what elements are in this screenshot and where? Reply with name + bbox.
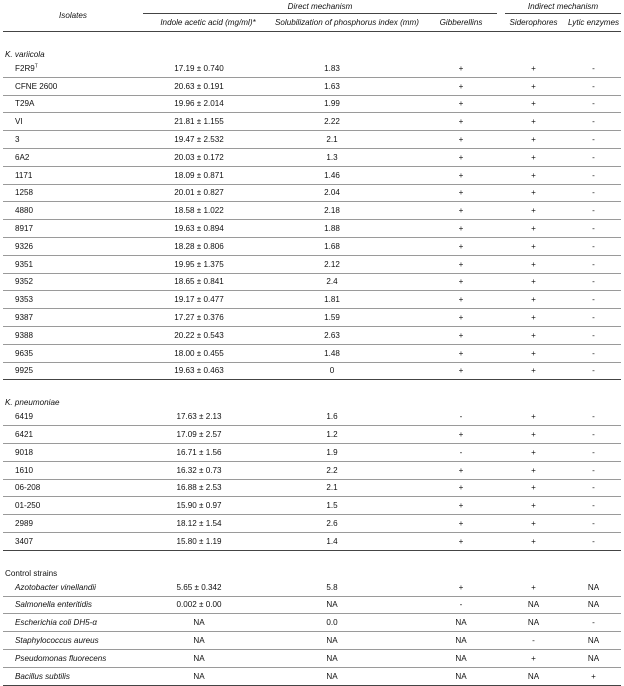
cell-psi: 0.0: [273, 614, 421, 632]
cell-isolate: [3, 362, 143, 380]
cell-siderophores: +: [501, 166, 566, 184]
cell-isolate: [3, 220, 143, 238]
cell-lytic-enzymes: -: [566, 77, 621, 95]
cell-psi: 1.3: [273, 148, 421, 166]
table-row: [3, 443, 621, 461]
cell-iaa: 19.63 ± 0.894: [143, 220, 273, 238]
isolate-name: Pseudomonas fluorecens: [15, 653, 107, 663]
table-row: [3, 362, 621, 380]
cell-gibberellins: +: [421, 148, 501, 166]
isolate-name: 6419: [15, 412, 34, 422]
table-row: [3, 255, 621, 273]
table-row: [3, 667, 621, 685]
table-row: [3, 579, 621, 596]
cell-lytic-enzymes: -: [566, 479, 621, 497]
isolate-name: 9635: [15, 348, 34, 358]
isolate-name: Azotobacter vinellandii: [15, 582, 96, 592]
cell-psi: 0: [273, 362, 421, 380]
cell-lytic-enzymes: -: [566, 131, 621, 149]
cell-isolate: [3, 579, 143, 596]
cell-psi: 1.2: [273, 426, 421, 444]
cell-lytic-enzymes: -: [566, 220, 621, 238]
cell-psi: 1.9: [273, 443, 421, 461]
isolate-name: 9387: [15, 313, 34, 323]
table-row: [3, 309, 621, 327]
cell-iaa: 15.90 ± 0.97: [143, 497, 273, 515]
cell-isolate: [3, 497, 143, 515]
table-row: [3, 166, 621, 184]
cell-isolate: [3, 273, 143, 291]
table-row: [3, 131, 621, 149]
cell-siderophores: +: [501, 113, 566, 131]
cell-gibberellins: +: [421, 326, 501, 344]
cell-isolate: [3, 113, 143, 131]
isolate-name: 4880: [15, 206, 34, 216]
cell-iaa: 19.63 ± 0.463: [143, 362, 273, 380]
section-spacer: [3, 380, 621, 389]
isolate-name: 6A2: [15, 152, 30, 162]
cell-iaa: 17.09 ± 2.57: [143, 426, 273, 444]
cell-iaa: 19.95 ± 1.375: [143, 255, 273, 273]
cell-iaa: NA: [143, 632, 273, 650]
cell-iaa: 0.002 ± 0.00: [143, 596, 273, 614]
cell-iaa: 16.88 ± 2.53: [143, 479, 273, 497]
cell-siderophores: NA: [501, 596, 566, 614]
table-row: [3, 148, 621, 166]
cell-iaa: 21.81 ± 1.155: [143, 113, 273, 131]
cell-gibberellins: +: [421, 60, 501, 77]
cell-lytic-enzymes: NA: [566, 632, 621, 650]
cell-lytic-enzymes: -: [566, 166, 621, 184]
cell-isolate: [3, 596, 143, 614]
cell-siderophores: +: [501, 461, 566, 479]
cell-siderophores: +: [501, 515, 566, 533]
cell-isolate: [3, 326, 143, 344]
cell-psi: 2.4: [273, 273, 421, 291]
cell-isolate: [3, 649, 143, 667]
cell-gibberellins: +: [421, 184, 501, 202]
cell-gibberellins: NA: [421, 614, 501, 632]
cell-gibberellins: +: [421, 532, 501, 550]
cell-isolate: [3, 408, 143, 425]
cell-gibberellins: +: [421, 479, 501, 497]
table-row: [3, 614, 621, 632]
table-row: [3, 220, 621, 238]
cell-isolate: [3, 131, 143, 149]
cell-isolate: [3, 184, 143, 202]
section-title: K. pneumoniae: [5, 398, 60, 408]
cell-gibberellins: +: [421, 426, 501, 444]
cell-siderophores: +: [501, 309, 566, 327]
isolate-name: CFNE 2600: [15, 81, 58, 91]
cell-lytic-enzymes: NA: [566, 649, 621, 667]
isolate-name: Escherichia coli DH5-α: [15, 618, 97, 628]
cell-isolate: [3, 632, 143, 650]
cell-psi: 1.5: [273, 497, 421, 515]
cell-isolate: [3, 237, 143, 255]
table-row: [3, 596, 621, 614]
cell-isolate: [3, 166, 143, 184]
cell-siderophores: +: [501, 497, 566, 515]
cell-siderophores: +: [501, 326, 566, 344]
cell-lytic-enzymes: -: [566, 273, 621, 291]
cell-iaa: 20.63 ± 0.191: [143, 77, 273, 95]
isolate-name: F2R9: [15, 63, 35, 73]
cell-siderophores: -: [501, 632, 566, 650]
table-row: [3, 113, 621, 131]
cell-siderophores: +: [501, 579, 566, 596]
cell-siderophores: +: [501, 344, 566, 362]
cell-psi: NA: [273, 649, 421, 667]
cell-isolate: [3, 255, 143, 273]
cell-psi: 2.04: [273, 184, 421, 202]
cell-siderophores: NA: [501, 667, 566, 685]
isolate-name: 9353: [15, 295, 34, 305]
table-row: [3, 479, 621, 497]
isolate-name: Salmonella enteritidis: [15, 600, 92, 610]
section-title: K. variicola: [5, 50, 45, 59]
header-group-row: [3, 0, 621, 14]
header-gibberellins: Gibberellins: [439, 18, 483, 27]
isolate-superscript: T: [34, 63, 38, 70]
cell-isolate: [3, 443, 143, 461]
cell-psi: NA: [273, 632, 421, 650]
cell-isolate: [3, 291, 143, 309]
cell-psi: NA: [273, 596, 421, 614]
cell-psi: 2.18: [273, 202, 421, 220]
cell-iaa: 19.96 ± 2.014: [143, 95, 273, 113]
cell-gibberellins: NA: [421, 649, 501, 667]
table-row: [3, 77, 621, 95]
cell-isolate: [3, 515, 143, 533]
table-row: [3, 237, 621, 255]
cell-siderophores: +: [501, 131, 566, 149]
section-title-row: [3, 559, 621, 579]
cell-lytic-enzymes: -: [566, 461, 621, 479]
cell-iaa: 5.65 ± 0.342: [143, 579, 273, 596]
cell-lytic-enzymes: -: [566, 237, 621, 255]
isolate-name: 6421: [15, 430, 34, 440]
table-row: [3, 273, 621, 291]
cell-iaa: 16.32 ± 0.73: [143, 461, 273, 479]
cell-siderophores: +: [501, 237, 566, 255]
isolate-name: 06-208: [15, 483, 41, 493]
table-row: [3, 95, 621, 113]
cell-siderophores: +: [501, 479, 566, 497]
table-row: [3, 649, 621, 667]
section-title-row: [3, 40, 621, 60]
cell-siderophores: NA: [501, 614, 566, 632]
cell-psi: 2.6: [273, 515, 421, 533]
results-table: [3, 0, 621, 686]
isolate-name: Bacillus subtilis: [15, 671, 70, 681]
cell-psi: 1.81: [273, 291, 421, 309]
cell-siderophores: +: [501, 95, 566, 113]
cell-iaa: 18.09 ± 0.871: [143, 166, 273, 184]
cell-siderophores: +: [501, 273, 566, 291]
cell-iaa: 18.28 ± 0.806: [143, 237, 273, 255]
cell-gibberellins: +: [421, 237, 501, 255]
isolate-name: 01-250: [15, 501, 41, 511]
cell-siderophores: +: [501, 649, 566, 667]
cell-lytic-enzymes: -: [566, 95, 621, 113]
cell-psi: 2.63: [273, 326, 421, 344]
isolate-name: 9352: [15, 277, 34, 287]
cell-gibberellins: +: [421, 131, 501, 149]
cell-gibberellins: +: [421, 461, 501, 479]
table-row: [3, 184, 621, 202]
header-isolates: Isolates: [3, 0, 143, 32]
table-body: [3, 32, 621, 686]
cell-lytic-enzymes: -: [566, 614, 621, 632]
cell-isolate: [3, 309, 143, 327]
cell-lytic-enzymes: -: [566, 426, 621, 444]
cell-siderophores: +: [501, 426, 566, 444]
cell-isolate: [3, 148, 143, 166]
cell-psi: 1.99: [273, 95, 421, 113]
cell-iaa: 17.19 ± 0.740: [143, 60, 273, 77]
cell-gibberellins: +: [421, 202, 501, 220]
isolate-name: 3: [15, 135, 20, 145]
cell-lytic-enzymes: -: [566, 326, 621, 344]
section-title-row: [3, 388, 621, 408]
isolate-name: 1610: [15, 465, 34, 475]
header-direct-mechanism: Direct mechanism: [143, 0, 501, 14]
cell-isolate: [3, 95, 143, 113]
cell-psi: 1.63: [273, 77, 421, 95]
cell-lytic-enzymes: -: [566, 113, 621, 131]
cell-gibberellins: +: [421, 255, 501, 273]
cell-psi: 2.2: [273, 461, 421, 479]
cell-gibberellins: +: [421, 95, 501, 113]
cell-psi: 1.46: [273, 166, 421, 184]
cell-gibberellins: +: [421, 291, 501, 309]
cell-lytic-enzymes: -: [566, 255, 621, 273]
cell-iaa: NA: [143, 614, 273, 632]
cell-iaa: 18.00 ± 0.455: [143, 344, 273, 362]
cell-psi: 1.68: [273, 237, 421, 255]
header-indirect-mechanism: Indirect mechanism: [501, 0, 621, 14]
cell-isolate: [3, 461, 143, 479]
cell-psi: 1.59: [273, 309, 421, 327]
cell-lytic-enzymes: -: [566, 515, 621, 533]
cell-gibberellins: -: [421, 596, 501, 614]
cell-isolate: [3, 479, 143, 497]
cell-siderophores: +: [501, 202, 566, 220]
cell-siderophores: +: [501, 443, 566, 461]
cell-gibberellins: +: [421, 362, 501, 380]
cell-lytic-enzymes: NA: [566, 579, 621, 596]
cell-iaa: 18.58 ± 1.022: [143, 202, 273, 220]
table-row: [3, 461, 621, 479]
isolate-name: 9388: [15, 330, 34, 340]
cell-iaa: 18.65 ± 0.841: [143, 273, 273, 291]
table-row: [3, 326, 621, 344]
table-row: [3, 426, 621, 444]
cell-psi: 1.48: [273, 344, 421, 362]
cell-gibberellins: +: [421, 515, 501, 533]
cell-gibberellins: +: [421, 273, 501, 291]
cell-gibberellins: +: [421, 579, 501, 596]
cell-iaa: 16.71 ± 1.56: [143, 443, 273, 461]
cell-siderophores: +: [501, 362, 566, 380]
isolate-name: 9925: [15, 366, 34, 376]
isolate-name: Staphylococcus aureus: [15, 636, 99, 645]
cell-isolate: [3, 202, 143, 220]
cell-psi: 1.88: [273, 220, 421, 238]
isolate-name: 9326: [15, 241, 34, 251]
cell-lytic-enzymes: -: [566, 497, 621, 515]
cell-siderophores: +: [501, 77, 566, 95]
header-lytic-enzymes: Lytic enzymes: [567, 18, 620, 27]
isolate-name: VI: [15, 117, 23, 127]
isolate-name: 8917: [15, 224, 34, 234]
cell-siderophores: +: [501, 60, 566, 77]
cell-gibberellins: +: [421, 497, 501, 515]
cell-iaa: 20.01 ± 0.827: [143, 184, 273, 202]
table-row: [3, 60, 621, 77]
isolate-name: T29A: [15, 99, 35, 109]
cell-iaa: 19.17 ± 0.477: [143, 291, 273, 309]
section-spacer: [3, 550, 621, 559]
section-spacer: [3, 32, 621, 41]
table-row: [3, 344, 621, 362]
isolate-name: 1258: [15, 188, 34, 198]
cell-gibberellins: +: [421, 344, 501, 362]
cell-gibberellins: +: [421, 77, 501, 95]
cell-lytic-enzymes: +: [566, 667, 621, 685]
cell-lytic-enzymes: -: [566, 184, 621, 202]
cell-gibberellins: +: [421, 220, 501, 238]
cell-lytic-enzymes: -: [566, 309, 621, 327]
header-psi: Solubilization of phosphorus index (mm): [275, 18, 419, 27]
cell-gibberellins: +: [421, 113, 501, 131]
cell-lytic-enzymes: -: [566, 60, 621, 77]
isolate-name: 9351: [15, 259, 34, 269]
cell-isolate: [3, 614, 143, 632]
cell-gibberellins: +: [421, 166, 501, 184]
cell-lytic-enzymes: -: [566, 344, 621, 362]
cell-lytic-enzymes: NA: [566, 596, 621, 614]
cell-siderophores: +: [501, 148, 566, 166]
cell-gibberellins: NA: [421, 632, 501, 650]
cell-psi: 5.8: [273, 579, 421, 596]
table-row: [3, 497, 621, 515]
cell-gibberellins: -: [421, 408, 501, 425]
cell-psi: 1.6: [273, 408, 421, 425]
header-iaa: Indole acetic acid (mg/ml)*: [160, 18, 256, 27]
cell-isolate: [3, 77, 143, 95]
cell-lytic-enzymes: -: [566, 148, 621, 166]
cell-siderophores: +: [501, 184, 566, 202]
header-siderophores: Siderophores: [509, 18, 558, 27]
cell-psi: 1.83: [273, 60, 421, 77]
cell-iaa: 15.80 ± 1.19: [143, 532, 273, 550]
cell-iaa: NA: [143, 649, 273, 667]
cell-isolate: [3, 60, 143, 77]
cell-isolate: [3, 344, 143, 362]
cell-iaa: 17.63 ± 2.13: [143, 408, 273, 425]
cell-psi: NA: [273, 667, 421, 685]
section-title: Control strains: [5, 568, 58, 578]
cell-isolate: [3, 667, 143, 685]
isolate-name: 9018: [15, 447, 34, 457]
cell-gibberellins: +: [421, 309, 501, 327]
isolate-name: 2989: [15, 519, 34, 529]
cell-lytic-enzymes: -: [566, 408, 621, 425]
cell-psi: 2.22: [273, 113, 421, 131]
cell-lytic-enzymes: -: [566, 532, 621, 550]
cell-iaa: 18.12 ± 1.54: [143, 515, 273, 533]
table-row: [3, 291, 621, 309]
table-row: [3, 632, 621, 650]
cell-siderophores: +: [501, 532, 566, 550]
cell-gibberellins: -: [421, 443, 501, 461]
cell-isolate: [3, 426, 143, 444]
cell-lytic-enzymes: -: [566, 202, 621, 220]
table-row: [3, 408, 621, 425]
table-row: [3, 532, 621, 550]
cell-psi: 2.1: [273, 479, 421, 497]
cell-lytic-enzymes: -: [566, 443, 621, 461]
cell-psi: 1.4: [273, 532, 421, 550]
cell-iaa: 17.27 ± 0.376: [143, 309, 273, 327]
cell-isolate: [3, 532, 143, 550]
cell-iaa: 20.03 ± 0.172: [143, 148, 273, 166]
isolate-name: 3407: [15, 536, 34, 546]
cell-iaa: 19.47 ± 2.532: [143, 131, 273, 149]
cell-psi: 2.12: [273, 255, 421, 273]
cell-iaa: 20.22 ± 0.543: [143, 326, 273, 344]
table-row: [3, 202, 621, 220]
cell-lytic-enzymes: -: [566, 362, 621, 380]
table-row: [3, 515, 621, 533]
cell-psi: 2.1: [273, 131, 421, 149]
cell-iaa: NA: [143, 667, 273, 685]
cell-siderophores: +: [501, 291, 566, 309]
cell-siderophores: +: [501, 220, 566, 238]
cell-gibberellins: NA: [421, 667, 501, 685]
cell-siderophores: +: [501, 255, 566, 273]
isolate-name: 1171: [15, 170, 33, 180]
cell-lytic-enzymes: -: [566, 291, 621, 309]
cell-siderophores: +: [501, 408, 566, 425]
